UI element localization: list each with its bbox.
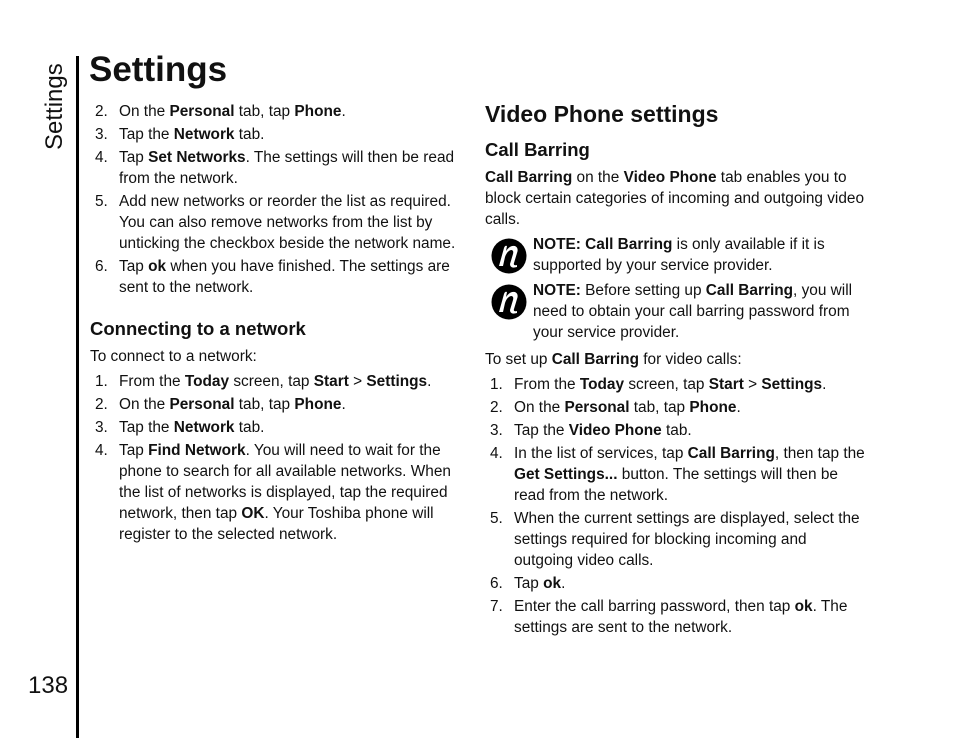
bold-term: Personal — [169, 103, 235, 120]
list-item: 3. Tap the Video Phone tab. — [490, 422, 692, 439]
bold-term: NOTE: — [533, 236, 586, 253]
list-item: 3. Tap the Network tab. — [95, 419, 265, 436]
list-item: 4. Tap Set Networks. The settings will then be read from the network. — [95, 149, 455, 187]
bold-term: Find Network — [148, 442, 246, 459]
call-barring-intro: Call Barring on the Video Phone tab enables you to block certain categories of incoming and outgoing video calls. — [485, 169, 865, 228]
setup-intro: To set up Call Barring for video calls: — [485, 351, 742, 368]
list-item: 2. On the Personal tab, tap Phone. — [95, 103, 346, 120]
bold-term: Get Settings... — [514, 466, 618, 483]
list-item-number: 1. — [95, 373, 108, 390]
connect-steps-list — [90, 371, 468, 545]
list-item: 2. On the Personal tab, tap Phone. — [490, 399, 741, 416]
bold-term: NOTE: — [533, 282, 586, 299]
list-item: 6. Tap ok when you have finished. The settings are sent to the network. — [95, 258, 450, 296]
list-item: 1. From the Today screen, tap Start > Settings. — [490, 376, 827, 393]
bold-term: Network — [173, 419, 235, 436]
bold-term: Call Barring — [687, 445, 775, 462]
list-item: 1. From the Today screen, tap Start > Settings. — [95, 373, 432, 390]
bold-term: ok — [148, 258, 167, 275]
list-item-number: 1. — [490, 376, 503, 393]
side-section-label: Settings — [41, 63, 68, 150]
list-item-number: 3. — [95, 126, 108, 143]
note-text: NOTE: Before setting up Call Barring, you will need to obtain your call barring password from your service provider. — [533, 282, 853, 341]
list-item-number: 4. — [95, 149, 108, 166]
list-item: 3. Tap the Network tab. — [95, 126, 265, 143]
bold-term: Call Barring — [485, 169, 573, 186]
left-column — [90, 101, 468, 547]
list-item: 6. Tap ok. — [490, 575, 566, 592]
steps-list-top — [90, 101, 468, 298]
bold-term: Video Phone — [623, 169, 717, 186]
page-number: 138 — [28, 672, 69, 699]
note-n-icon — [491, 238, 527, 274]
bold-term: OK — [241, 505, 265, 522]
right-column — [485, 101, 865, 640]
video-phone-heading: Video Phone settings — [485, 101, 719, 127]
list-item-number: 2. — [490, 399, 503, 416]
bold-term: Network — [173, 126, 235, 143]
bold-term: Call Barring — [705, 282, 794, 299]
list-item-number: 4. — [95, 442, 108, 459]
list-item-number: 3. — [490, 422, 503, 439]
list-item-number: 6. — [95, 258, 108, 275]
bold-term: Phone — [294, 396, 342, 413]
margin-rule — [76, 56, 79, 738]
list-item: 5. Add new networks or reorder the list as required. You can also remove networks from the list by unticking the checkbox beside the network name. — [95, 193, 456, 252]
list-item-number: 4. — [490, 445, 503, 462]
note-text: NOTE: Call Barring is only available if it is supported by your service provider. — [533, 236, 825, 274]
call-barring-heading: Call Barring — [485, 139, 590, 160]
connect-heading: Connecting to a network — [90, 318, 306, 339]
bold-term: Start — [313, 373, 349, 390]
bold-term: Personal — [169, 396, 235, 413]
notes — [485, 234, 865, 343]
bold-term: Phone — [689, 399, 737, 416]
bold-term: Call Barring — [551, 351, 639, 368]
list-item: 5. When the current settings are displayed, select the settings required for blocking incoming and outgoing video calls. — [490, 510, 860, 569]
bold-term: Start — [708, 376, 744, 393]
note-block — [485, 234, 865, 276]
note-block — [485, 280, 865, 343]
list-item: 4. In the list of services, tap Call Barring, then tap the Get Settings... button. The settings will then be read from the network. — [490, 445, 865, 504]
list-item-number: 2. — [95, 396, 108, 413]
list-item-number: 7. — [490, 598, 503, 615]
list-item: 7. Enter the call barring password, then tap ok. The settings are sent to the network. — [490, 598, 848, 636]
bold-term: Settings — [761, 376, 823, 393]
bold-term: ok — [794, 598, 813, 615]
connect-intro: To connect to a network: — [90, 348, 257, 365]
setup-steps-list — [485, 374, 865, 638]
bold-term: Call Barring — [585, 236, 673, 253]
bold-term: Today — [184, 373, 230, 390]
bold-term: Phone — [294, 103, 342, 120]
list-item-number: 2. — [95, 103, 108, 120]
list-item-number: 5. — [95, 193, 108, 210]
list-item-number: 3. — [95, 419, 108, 436]
list-item-number: 5. — [490, 510, 503, 527]
bold-term: Today — [579, 376, 625, 393]
list-item-number: 6. — [490, 575, 503, 592]
bold-term: Set Networks — [148, 149, 246, 166]
list-item: 2. On the Personal tab, tap Phone. — [95, 396, 346, 413]
bold-term: Video Phone — [568, 422, 662, 439]
bold-term: Settings — [366, 373, 428, 390]
note-n-icon — [491, 284, 527, 320]
bold-term: Personal — [564, 399, 630, 416]
bold-term: ok — [543, 575, 562, 592]
list-item: 4. Tap Find Network. You will need to wait for the phone to search for all available networks. When the list of networks is displayed, tap the required network, then tap OK. Your Toshiba phone will register to the selected network. — [95, 442, 451, 543]
page-title: Settings — [89, 50, 228, 89]
